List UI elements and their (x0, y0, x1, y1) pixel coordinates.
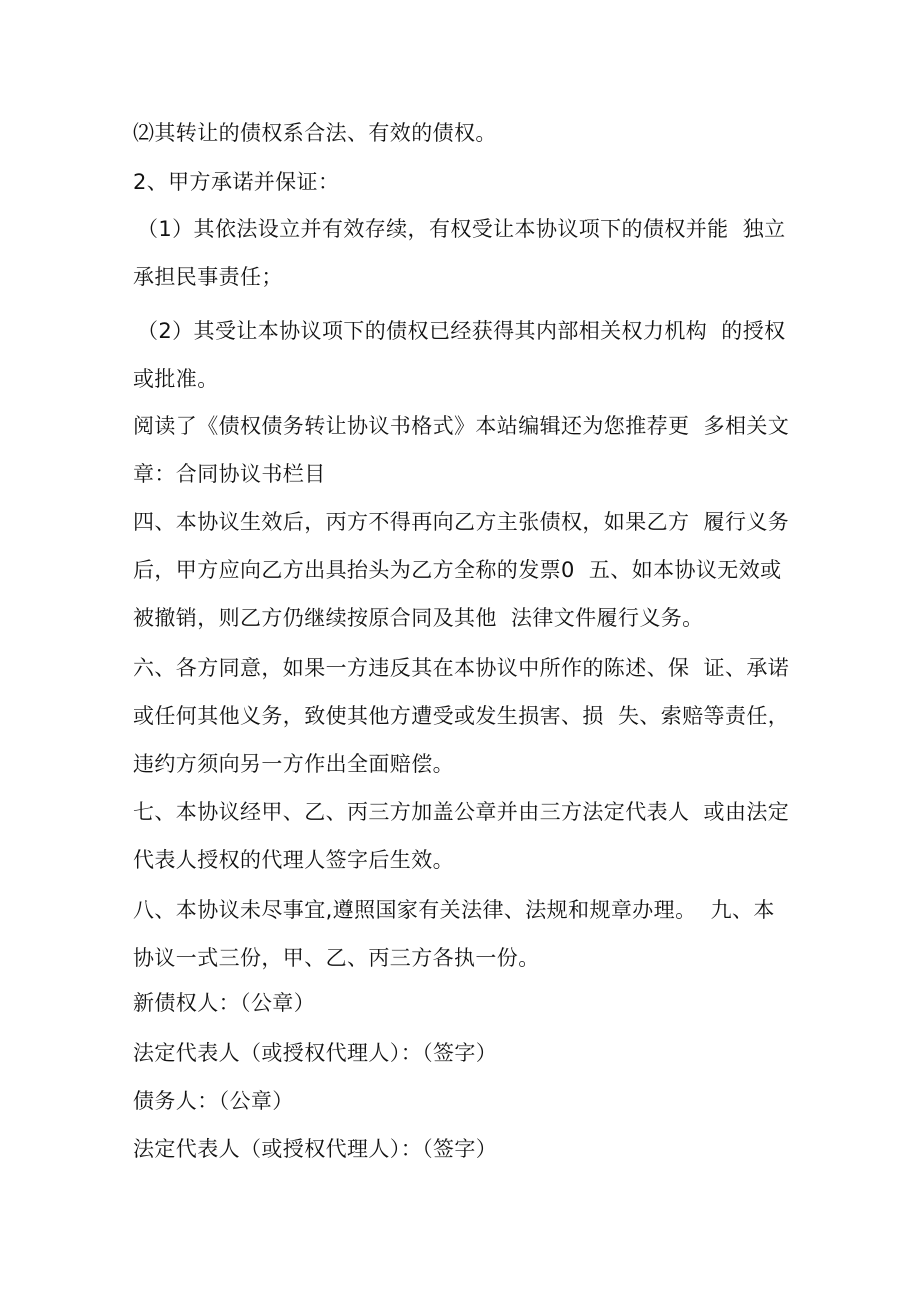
text-line: 八、本协议未尽事宜,遵照国家有关法律、法规和规章办理。 九、本 (133, 898, 775, 922)
text-line: 章：合同协议书栏目 (133, 462, 326, 486)
text-line: 被撤销，则乙方仍继续按原合同及其他 法律文件履行义务。 (133, 606, 704, 630)
text-line: 四、本协议生效后，丙方不得再向乙方主张债权，如果乙方 履行义务 (133, 510, 790, 534)
text-line: 阅读了《债权债务转让协议书格式》本站编辑还为您推荐更 多相关文 (133, 414, 790, 438)
text-line: （1）其依法设立并有效存续，有权受让本协议项下的债权并能 独立 (137, 217, 786, 241)
text-line: （2）其受让本协议项下的债权已经获得其内部相关权力机构 的授权 (137, 319, 786, 343)
signature-label-representative: 法定代表人（或授权代理人）：（签字） (133, 1041, 498, 1065)
signature-label-representative: 法定代表人（或授权代理人）：（签字） (133, 1137, 498, 1161)
text-line: 后，甲方应向乙方出具抬头为乙方全称的发票0 五、如本协议无效或 (133, 558, 782, 582)
text-line: 承担民事责任； (133, 265, 283, 289)
text-line: 或任何其他义务，致使其他方遭受或发生损害、损 失、索赔等责任， (133, 704, 790, 728)
signature-label-debtor: 债务人：（公章） (133, 1089, 294, 1113)
text-line: 或批准。 (133, 367, 219, 391)
text-line: 违约方须向另一方作出全面赔偿。 (133, 752, 454, 776)
text-line: 六、各方同意，如果一方违反其在本协议中所作的陈述、保 证、承诺 (133, 656, 790, 680)
text-line: ⑵其转让的债权系合法、有效的债权。 (133, 121, 497, 145)
text-line: 七、本协议经甲、乙、丙三方加盖公章并由三方法定代表人 或由法定 (133, 800, 790, 824)
text-line: 2、甲方承诺并保证： (133, 170, 340, 194)
text-line: 协议一式三份，甲、乙、丙三方各执一份。 (133, 946, 540, 970)
text-line: 代表人授权的代理人签字后生效。 (133, 848, 454, 872)
signature-label-creditor: 新债权人：（公章） (133, 991, 316, 1015)
